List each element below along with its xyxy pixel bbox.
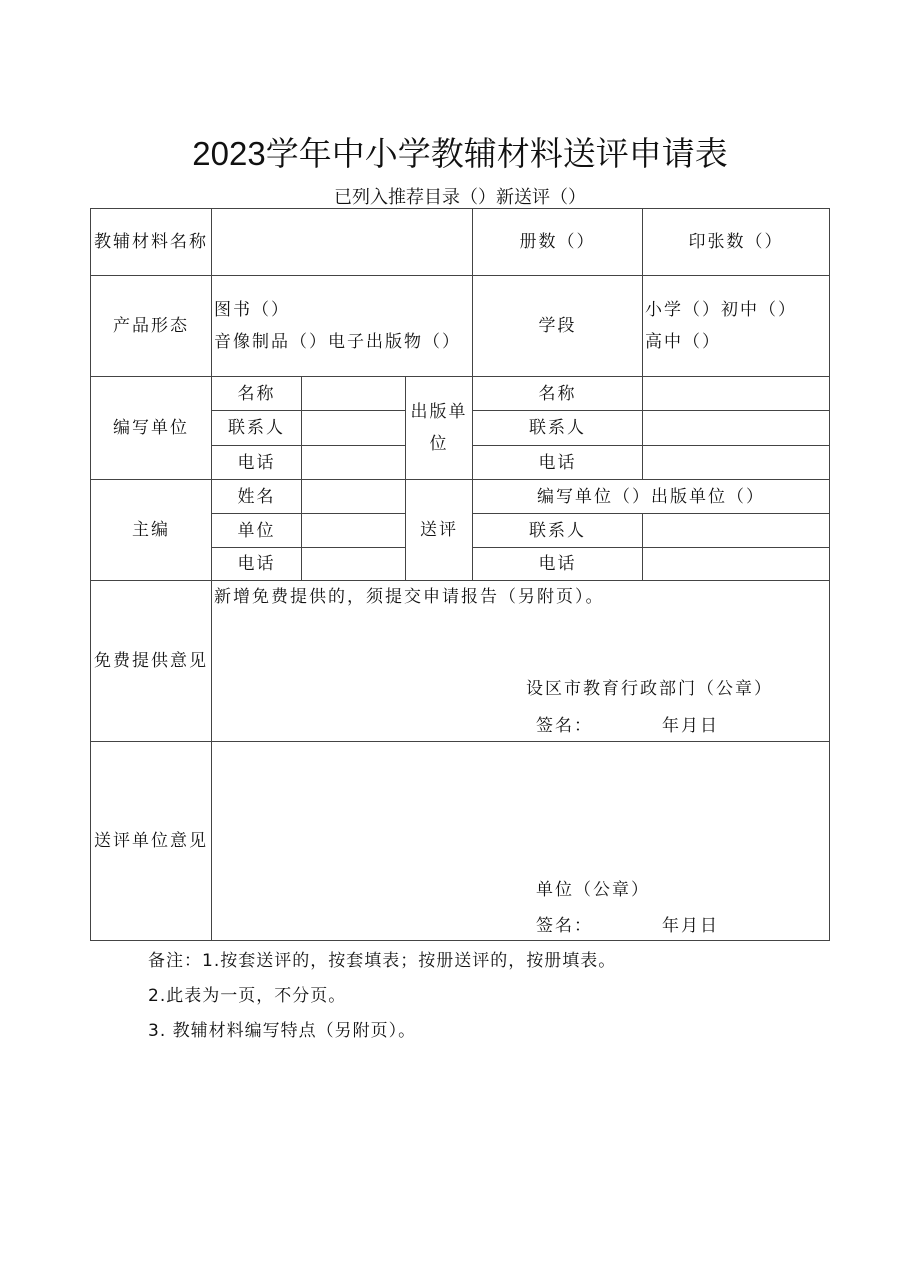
editor-phone-label: 电话 [212,548,302,581]
writer-name-field[interactable] [302,377,406,411]
submit-phone-field[interactable] [643,548,830,581]
publisher-name-field[interactable] [643,377,830,411]
sheets-field[interactable]: 印张数（） [643,209,830,276]
stage-options[interactable] [643,276,830,377]
unit-opinion-sign: 签名： [536,916,593,936]
submit-contact-label: 联系人 [473,514,643,548]
writer-phone-field[interactable] [302,446,406,480]
editor-unit-label: 单位 [212,514,302,548]
publisher-phone-label: 电话 [473,446,643,480]
unit-opinion-stamp: 单位（公章） [536,880,650,900]
editor-phone-field[interactable] [302,548,406,581]
writer-name-label: 名称 [212,377,302,411]
writer-contact-label: 联系人 [212,411,302,446]
notes [148,944,616,1049]
editor-name-field[interactable] [302,480,406,514]
publisher-phone-field[interactable] [643,446,830,480]
stage-label: 学段 [473,276,643,377]
unit-opinion-label: 送评单位意见 [91,742,212,941]
submit-label: 送评 [406,480,473,581]
publisher-contact-field[interactable] [643,411,830,446]
material-name-field[interactable] [212,209,473,276]
publisher-contact-label: 联系人 [473,411,643,446]
free-opinion-field[interactable] [212,581,830,742]
publisher-name-label: 名称 [473,377,643,411]
form-title: 2023学年中小学教辅材料送评申请表 [192,135,728,172]
editor-label: 主编 [91,480,212,581]
option-book[interactable]: 图书（） [214,300,290,320]
unit-opinion-field[interactable] [212,742,830,941]
editor-unit-field[interactable] [302,514,406,548]
submit-choice[interactable]: 编写单位（）出版单位（） [473,480,830,514]
free-opinion-label: 免费提供意见 [91,581,212,742]
material-name-label: 教辅材料名称 [91,209,212,276]
option-av-electronic[interactable]: 音像制品（）电子出版物（） [214,332,461,352]
writer-unit-label: 编写单位 [91,377,212,480]
submit-phone-label: 电话 [473,548,643,581]
publisher-unit-label: 出版单位 [406,377,473,480]
stage-primary-junior[interactable]: 小学（）初中（） [645,300,798,320]
form-subtitle: 已列入推荐目录（）新送评（） [334,187,586,208]
submit-contact-field[interactable] [643,514,830,548]
volumes-field[interactable]: 册数（） [473,209,643,276]
writer-contact-field[interactable] [302,411,406,446]
editor-name-label: 姓名 [212,480,302,514]
writer-phone-label: 电话 [212,446,302,480]
note-3: 3. 教辅材料编写特点（另附页）。 [148,1021,417,1041]
note-1: 备注：1.按套送评的，按套填表；按册送评的，按册填表。 [148,951,617,971]
free-opinion-stamp: 设区市教育行政部门（公章） [526,679,773,699]
stage-senior[interactable]: 高中（） [645,332,722,352]
product-form-options[interactable] [212,276,473,377]
free-opinion-sign: 签名： [536,716,593,736]
application-form-table [90,208,830,941]
product-form-label: 产品形态 [91,276,212,377]
free-opinion-date: 年月日 [662,716,719,736]
unit-opinion-date: 年月日 [662,916,719,936]
note-2: 2.此表为一页，不分页。 [148,986,347,1006]
free-opinion-note: 新增免费提供的，须提交申请报告（另附页）。 [214,587,605,607]
